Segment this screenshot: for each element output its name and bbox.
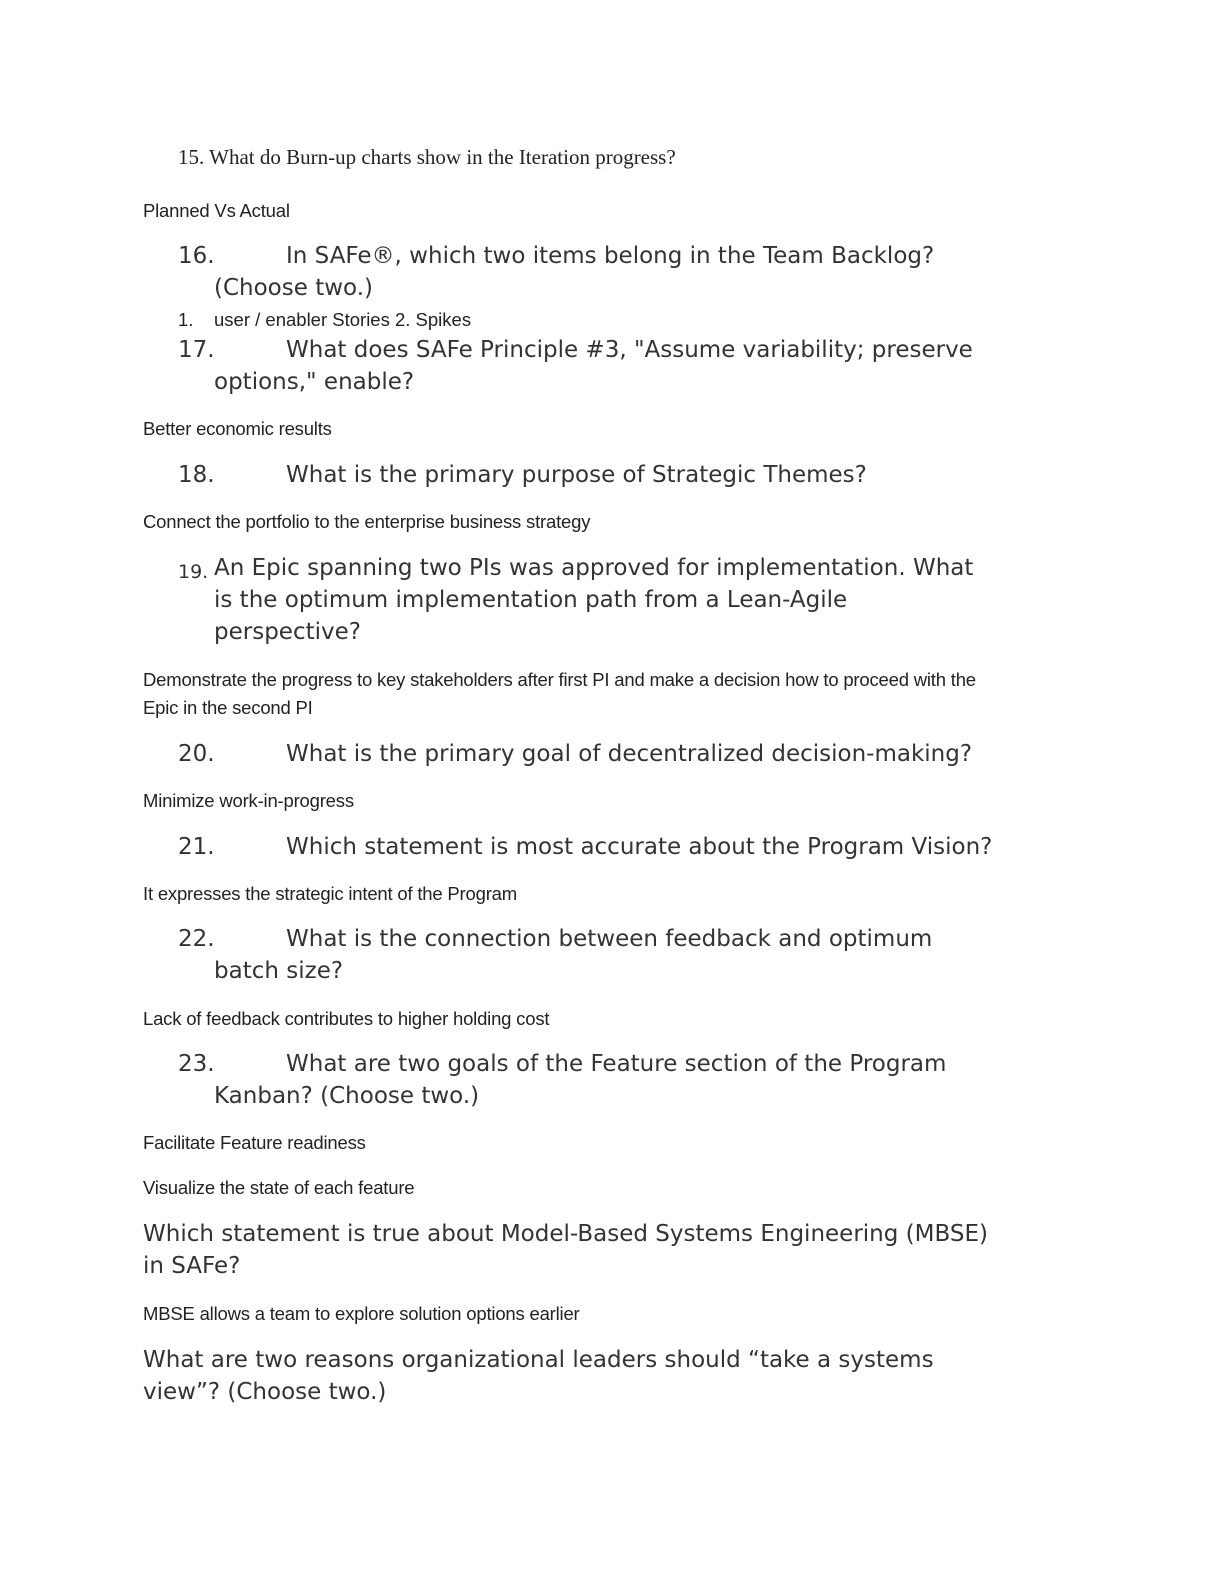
question-22 — [0, 923, 1224, 993]
answer-17: Better economic results — [143, 418, 332, 439]
question-19-line2: is the optimum implementation path from a Lean-Agile — [214, 587, 848, 613]
question-23-line1: What are two goals of the Feature section of the Program — [286, 1051, 947, 1077]
answer-23-1: Facilitate Feature readiness — [143, 1132, 366, 1153]
answer-23-2: Visualize the state of each feature — [143, 1177, 415, 1198]
question-19-number: 19. — [178, 561, 209, 583]
question-18-line1: What is the primary purpose of Strategic Themes? — [286, 462, 867, 488]
question-15 — [178, 145, 676, 170]
question-19-line3: perspective? — [214, 619, 361, 645]
question-17-line1: What does SAFe Principle #3, "Assume variability; preserve — [286, 337, 973, 363]
question-17-number: 17. — [178, 337, 215, 363]
answer-16-list-number: 1. — [178, 309, 194, 330]
question-systems-view-line2: view”? (Choose two.) — [143, 1379, 387, 1405]
question-22-line2: batch size? — [214, 958, 344, 984]
question-21-number: 21. — [178, 834, 215, 860]
answer-21: It expresses the strategic intent of the Program — [143, 883, 517, 904]
question-21 — [0, 831, 1224, 867]
answer-15: Planned Vs Actual — [143, 200, 290, 221]
question-18 — [0, 459, 1224, 495]
question-16 — [0, 240, 1224, 310]
question-19 — [0, 552, 1224, 652]
answer-22: Lack of feedback contributes to higher holding cost — [143, 1008, 550, 1029]
question-20 — [0, 738, 1224, 774]
answer-18: Connect the portfolio to the enterprise business strategy — [143, 511, 591, 532]
question-23-line2: Kanban? (Choose two.) — [214, 1083, 480, 1109]
answer-19-line1: Demonstrate the progress to key stakeholders after first PI and make a decision how to proceed with the — [143, 669, 976, 690]
question-22-number: 22. — [178, 926, 215, 952]
question-18-number: 18. — [178, 462, 215, 488]
question-15-text: What do Burn-up charts show in the Iteration progress? — [209, 145, 676, 169]
question-16-line1: In SAFe®, which two items belong in the Team Backlog? — [286, 243, 935, 269]
question-23-number: 23. — [178, 1051, 215, 1077]
question-20-number: 20. — [178, 741, 215, 767]
question-20-line1: What is the primary goal of decentralized decision-making? — [286, 741, 973, 767]
answer-20: Minimize work-in-progress — [143, 790, 354, 811]
question-16-line2: (Choose two.) — [214, 275, 373, 301]
question-mbse-line1: Which statement is true about Model-Based Systems Engineering (MBSE) — [143, 1221, 988, 1247]
question-mbse-line2: in SAFe? — [143, 1253, 241, 1279]
answer-16-list-text: user / enabler Stories 2. Spikes — [214, 309, 472, 330]
question-systems-view-line1: What are two reasons organizational leaders should “take a systems — [143, 1347, 934, 1373]
question-17-line2: options," enable? — [214, 369, 415, 395]
answer-mbse: MBSE allows a team to explore solution options earlier — [143, 1303, 580, 1324]
answer-19-line2: Epic in the second PI — [143, 697, 313, 718]
question-22-line1: What is the connection between feedback and optimum — [286, 926, 933, 952]
question-19-line1: An Epic spanning two PIs was approved for implementation. What — [214, 555, 974, 581]
question-16-number: 16. — [178, 243, 215, 269]
question-23 — [0, 1048, 1224, 1118]
question-15-number: 15. — [178, 145, 205, 169]
question-21-line1: Which statement is most accurate about the Program Vision? — [286, 834, 993, 860]
question-17 — [0, 334, 1224, 404]
